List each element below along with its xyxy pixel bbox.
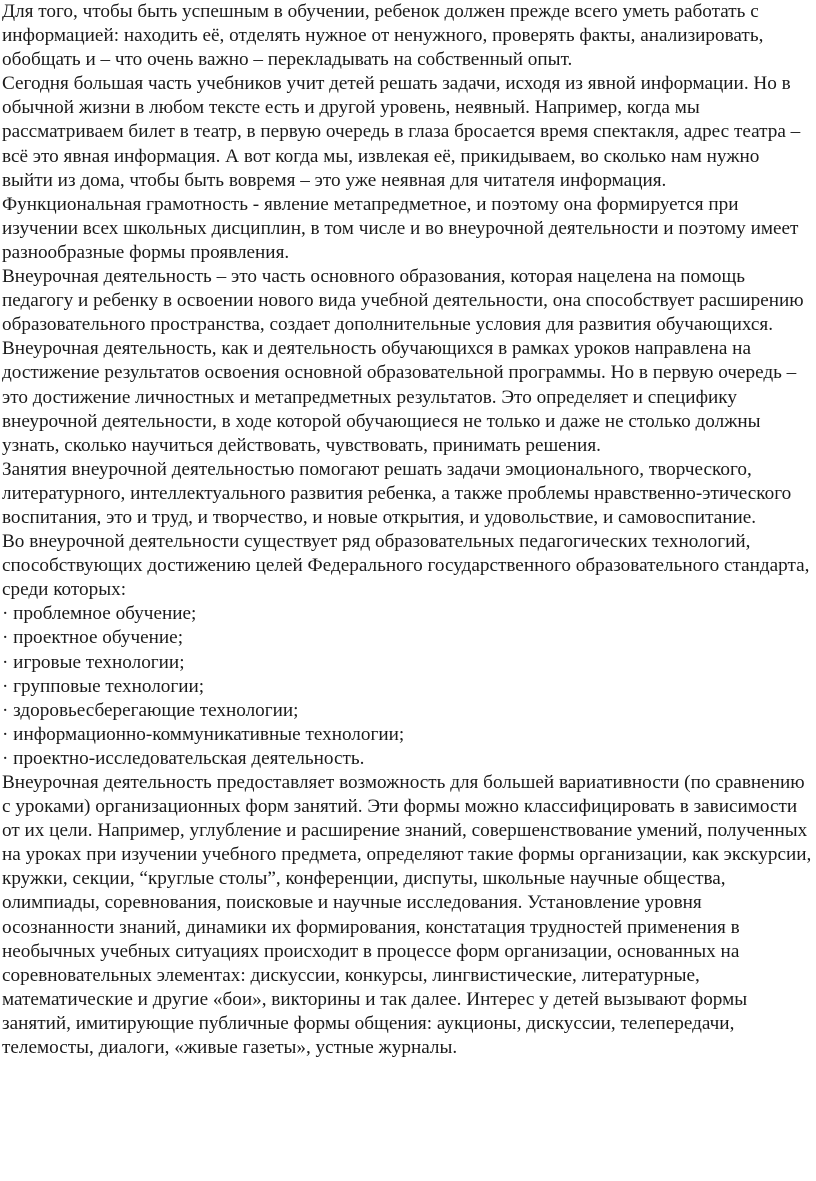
paragraph: Внеурочная деятельность – это часть основного образования, которая нацелена на помощь педагогу и ребенку в освоении нового вида учебной деятельности, она способствует расширению образовательного пространства, создает дополнительные условия для развития обучающихся. — [2, 266, 804, 336]
paragraph: Для того, чтобы быть успешным в обучении, ребенок должен прежде всего уметь работать с информацией: находить её, отделять нужное от ненужного, проверять факты, анализировать, обобщать и – что очень важно – перекладывать на собственный опыт. — [2, 1, 764, 71]
list-item: · проектно-исследовательская деятельность. — [2, 747, 365, 769]
paragraph: Внеурочная деятельность, как и деятельность обучающихся в рамках уроков направлена на достижение результатов освоения основной образовательной программы. Но в первую очередь – это достижение личностных и метапредметных результатов. Это определяет и специфику внеурочной деятельности, в ходе которой обучающиеся не только и даже не столько должны узнать, сколько научиться действовать, чувствовать, принимать решения. — [2, 338, 797, 456]
list-item: · игровые технологии; — [2, 651, 185, 673]
paragraph: Сегодня большая часть учебников учит детей решать задачи, исходя из явной информации. Но в обычной жизни в любом тексте есть и другой уровень, неявный. Например, когда мы рассматриваем билет в театр, в первую очередь в глаза бросается время спектакля, адрес театра – всё это явная информация. А вот когда мы, извлекая её, прикидываем, во сколько нам нужно выйти из дома, чтобы быть вовремя – это уже неявная для читателя информация. — [2, 73, 801, 191]
paragraph: Во внеурочной деятельности существует ряд образовательных педагогических технологий, способствующих достижению целей Федерального государственного образовательного стандарта, среди которых: — [2, 531, 810, 601]
document-page — [2, 0, 814, 1060]
paragraph: Функциональная грамотность - явление метапредметное, и поэтому она формируется при изучении всех школьных дисциплин, в том числе и во внеурочной деятельности и поэтому имеет разнообразные формы проявления. — [2, 193, 799, 263]
closing-paragraph: Внеурочная деятельность предоставляет возможность для большей вариативности (по сравнению с уроками) организационных форм занятий. Эти формы можно классифицировать в зависимости от их цели. Например, углубление и расширение знаний, совершенствование умений, полученных на уроках при изучении учебного предмета, определяют такие формы организации, как экскурсии, кружки, секции, “круглые столы”, конференции, диспуты, школьные научные общества, олимпиады, соревнования, поисковые и научные исследования. Установление уровня осознанности знаний, динамики их формирования, констатация трудностей применения в необычных учебных ситуациях происходит в процессе форм организации, основанных на соревновательных элементах: дискуссии, конкурсы, лингвистические, литературные, математические и другие «бои», викторины и так далее. Интерес у детей вызывают формы занятий, имитирующие публичные формы общения: аукционы, дискуссии, телепередачи, телемосты, диалоги, «живые газеты», устные журналы. — [2, 772, 812, 1059]
list-item: · информационно-коммуникативные технологии; — [2, 723, 405, 745]
paragraph: Занятия внеурочной деятельностью помогают решать задачи эмоционального, творческого, литературного, интеллектуального развития ребенка, а также проблемы нравственно-этического воспитания, это и труд, и творчество, и новые открытия, и удовольствие, и самовоспитание. — [2, 458, 792, 528]
list-item: · проектное обучение; — [2, 627, 184, 649]
list-item: · групповые технологии; — [2, 675, 205, 697]
list-item: · проблемное обучение; — [2, 603, 197, 625]
list-item: · здоровьесберегающие технологии; — [2, 699, 299, 721]
